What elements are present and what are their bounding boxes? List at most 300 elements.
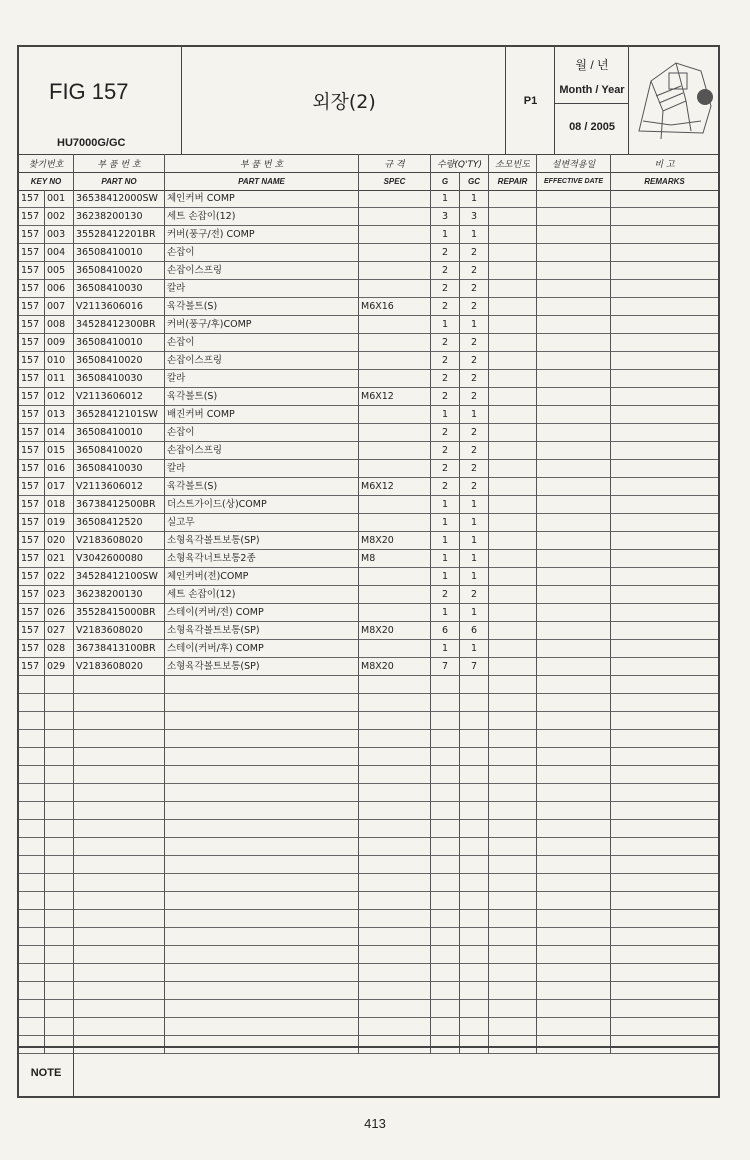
cell-gc: 1 (460, 514, 489, 532)
cell-part_no (74, 964, 165, 982)
cell-spec (359, 316, 431, 334)
table-row (19, 208, 718, 226)
cell-fig: 157 (19, 334, 45, 352)
empty-table-row (19, 676, 718, 694)
cell-fig: 157 (19, 460, 45, 478)
cell-blank (611, 316, 718, 334)
cell-name: 소형육각볼트보통(SP) (165, 622, 359, 640)
cell-blank (537, 766, 611, 784)
cell-fig (19, 820, 45, 838)
cell-blank (537, 496, 611, 514)
cell-blank (489, 550, 537, 568)
cell-fig: 157 (19, 388, 45, 406)
cell-g (431, 820, 460, 838)
cell-spec (359, 604, 431, 622)
cell-gc (460, 982, 489, 1000)
cell-fig: 157 (19, 604, 45, 622)
cell-blank (489, 892, 537, 910)
col-partno-en: PART NO (74, 172, 165, 190)
cell-name (165, 910, 359, 928)
cell-gc: 2 (460, 478, 489, 496)
empty-table-row (19, 820, 718, 838)
cell-part_no (74, 694, 165, 712)
cell-fig (19, 1000, 45, 1018)
empty-table-row (19, 964, 718, 982)
cell-part_no (74, 784, 165, 802)
empty-table-row (19, 748, 718, 766)
cell-gc: 2 (460, 280, 489, 298)
cell-fig: 157 (19, 640, 45, 658)
table-row (19, 604, 718, 622)
cell-gc (460, 856, 489, 874)
cell-gc: 2 (460, 298, 489, 316)
cell-part_no (74, 712, 165, 730)
empty-table-row (19, 784, 718, 802)
cell-blank (611, 928, 718, 946)
cell-name (165, 730, 359, 748)
cell-blank (537, 946, 611, 964)
cell-blank (611, 442, 718, 460)
cell-name (165, 694, 359, 712)
cell-gc: 2 (460, 262, 489, 280)
cell-gc: 2 (460, 352, 489, 370)
cell-gc: 6 (460, 622, 489, 640)
cell-gc: 1 (460, 532, 489, 550)
cell-blank (537, 568, 611, 586)
cell-spec (359, 946, 431, 964)
cell-blank (611, 658, 718, 676)
cell-fig (19, 784, 45, 802)
cell-blank (489, 334, 537, 352)
table-row (19, 622, 718, 640)
empty-table-row (19, 946, 718, 964)
cell-blank (537, 388, 611, 406)
cell-blank (489, 838, 537, 856)
cell-blank (611, 514, 718, 532)
cell-part_no (74, 856, 165, 874)
cell-fig (19, 694, 45, 712)
cell-fig (19, 928, 45, 946)
cell-blank (489, 946, 537, 964)
cell-blank (537, 1000, 611, 1018)
cell-gc: 7 (460, 658, 489, 676)
cell-fig (19, 892, 45, 910)
cell-blank (489, 748, 537, 766)
cell-gc (460, 838, 489, 856)
col-partno-ko: 부 품 번 호 (74, 154, 165, 172)
cell-key: 027 (45, 622, 74, 640)
cell-spec (359, 712, 431, 730)
cell-key (45, 838, 74, 856)
cell-blank (537, 424, 611, 442)
cell-key (45, 1018, 74, 1036)
table-row (19, 406, 718, 424)
cell-blank (537, 802, 611, 820)
cell-g (431, 712, 460, 730)
cell-name: 손잡이 (165, 244, 359, 262)
cell-spec (359, 766, 431, 784)
table-row (19, 316, 718, 334)
cell-g: 2 (431, 334, 460, 352)
cell-g: 1 (431, 190, 460, 208)
header-block (19, 47, 718, 155)
cell-blank (611, 244, 718, 262)
cell-blank (489, 928, 537, 946)
col-key-ko: 찾기번호 (19, 154, 74, 172)
cell-g: 1 (431, 550, 460, 568)
cell-blank (489, 802, 537, 820)
cell-gc: 1 (460, 190, 489, 208)
cell-spec (359, 190, 431, 208)
page-title: 외장(2) (312, 91, 376, 113)
cell-blank (537, 370, 611, 388)
cell-g: 2 (431, 298, 460, 316)
cell-key: 019 (45, 514, 74, 532)
cell-name: 세트 손잡이(12) (165, 208, 359, 226)
cell-gc (460, 802, 489, 820)
cell-blank (489, 388, 537, 406)
cell-blank (611, 280, 718, 298)
cell-blank (489, 226, 537, 244)
empty-table-row (19, 766, 718, 784)
cell-blank (537, 820, 611, 838)
cell-g (431, 1018, 460, 1036)
note-label: NOTE (19, 1048, 74, 1098)
col-qty-gc: GC (460, 172, 489, 190)
cell-key: 009 (45, 334, 74, 352)
cell-gc (460, 892, 489, 910)
cell-blank (611, 964, 718, 982)
cell-key (45, 784, 74, 802)
cell-blank (537, 676, 611, 694)
cell-fig: 157 (19, 532, 45, 550)
cell-gc (460, 730, 489, 748)
cell-spec (359, 928, 431, 946)
cell-part_no: 36508410030 (74, 280, 165, 298)
cell-spec (359, 748, 431, 766)
cell-blank (489, 406, 537, 424)
cell-blank (611, 496, 718, 514)
cell-blank (537, 730, 611, 748)
cell-blank (489, 424, 537, 442)
cell-g: 2 (431, 424, 460, 442)
cell-g: 2 (431, 442, 460, 460)
cell-blank (489, 316, 537, 334)
cell-fig (19, 838, 45, 856)
cell-blank (611, 190, 718, 208)
empty-table-row (19, 802, 718, 820)
cell-name: 스테이(커버/전) COMP (165, 604, 359, 622)
cell-blank (489, 514, 537, 532)
cell-gc (460, 1018, 489, 1036)
cell-blank (489, 622, 537, 640)
empty-table-row (19, 856, 718, 874)
cell-blank (537, 550, 611, 568)
cell-blank (537, 712, 611, 730)
cell-fig: 157 (19, 496, 45, 514)
cell-blank (537, 928, 611, 946)
cell-gc: 1 (460, 640, 489, 658)
empty-table-row (19, 1018, 718, 1036)
cell-fig: 157 (19, 298, 45, 316)
cell-key: 003 (45, 226, 74, 244)
cell-blank (489, 982, 537, 1000)
cell-blank (537, 910, 611, 928)
cell-fig: 157 (19, 622, 45, 640)
cell-fig (19, 982, 45, 1000)
cell-blank (611, 676, 718, 694)
cell-blank (489, 910, 537, 928)
cell-key: 007 (45, 298, 74, 316)
cell-blank (537, 352, 611, 370)
cell-blank (611, 730, 718, 748)
cell-blank (537, 964, 611, 982)
cell-part_no: V2113606012 (74, 388, 165, 406)
cell-fig: 157 (19, 442, 45, 460)
empty-table-row (19, 928, 718, 946)
cell-part_no: V2183608020 (74, 622, 165, 640)
cell-part_no: 35528415000BR (74, 604, 165, 622)
cell-fig (19, 1018, 45, 1036)
col-remarks-ko: 비 고 (654, 159, 675, 170)
cell-g: 2 (431, 280, 460, 298)
cell-spec (359, 442, 431, 460)
empty-table-row (19, 874, 718, 892)
cell-blank (489, 208, 537, 226)
cell-blank (489, 280, 537, 298)
cell-key: 017 (45, 478, 74, 496)
cell-name (165, 1000, 359, 1018)
cell-key (45, 856, 74, 874)
cell-spec (359, 892, 431, 910)
cell-blank (489, 190, 537, 208)
cell-blank (489, 694, 537, 712)
cell-name (165, 874, 359, 892)
empty-table-row (19, 730, 718, 748)
cell-g (431, 730, 460, 748)
cell-blank (537, 874, 611, 892)
col-qty-ko: 수량(Q'TY) (431, 154, 489, 172)
cell-blank (489, 820, 537, 838)
cell-key (45, 1000, 74, 1018)
empty-table-row (19, 838, 718, 856)
cell-blank (537, 532, 611, 550)
table-row (19, 496, 718, 514)
cell-fig: 157 (19, 190, 45, 208)
cell-part_no (74, 928, 165, 946)
cell-blank (537, 982, 611, 1000)
table-row (19, 388, 718, 406)
cell-g: 2 (431, 352, 460, 370)
cell-gc: 3 (460, 208, 489, 226)
cell-blank (489, 352, 537, 370)
cell-spec (359, 334, 431, 352)
cell-blank (537, 784, 611, 802)
cell-spec (359, 874, 431, 892)
cell-key (45, 802, 74, 820)
cell-name (165, 820, 359, 838)
cell-blank (611, 694, 718, 712)
cell-gc: 2 (460, 460, 489, 478)
cell-fig (19, 946, 45, 964)
cell-spec (359, 226, 431, 244)
cell-key (45, 748, 74, 766)
col-spec-ko: 규 격 (359, 154, 431, 172)
cell-fig: 157 (19, 568, 45, 586)
cell-name: 손잡이스프링 (165, 352, 359, 370)
cell-part_no: 36508410030 (74, 460, 165, 478)
cell-gc: 1 (460, 568, 489, 586)
cell-g: 6 (431, 622, 460, 640)
cell-name: 칼라 (165, 460, 359, 478)
cell-blank (611, 1018, 718, 1036)
model-code: HU7000G/GC (57, 137, 126, 149)
cell-part_no: 34528412300BR (74, 316, 165, 334)
cell-spec (359, 370, 431, 388)
cell-gc: 1 (460, 316, 489, 334)
cell-blank (537, 478, 611, 496)
cell-g: 1 (431, 604, 460, 622)
cell-part_no: V2183608020 (74, 658, 165, 676)
cell-gc: 2 (460, 370, 489, 388)
cell-blank (611, 532, 718, 550)
cell-g: 1 (431, 568, 460, 586)
cell-key (45, 892, 74, 910)
cell-gc: 1 (460, 226, 489, 244)
cell-key: 014 (45, 424, 74, 442)
cell-blank (489, 496, 537, 514)
cell-blank (537, 1018, 611, 1036)
cell-gc (460, 874, 489, 892)
cell-part_no (74, 1018, 165, 1036)
cell-spec (359, 496, 431, 514)
cell-fig: 157 (19, 280, 45, 298)
cell-key: 006 (45, 280, 74, 298)
cell-gc: 2 (460, 586, 489, 604)
cell-blank (611, 802, 718, 820)
cell-name (165, 748, 359, 766)
cell-g: 2 (431, 460, 460, 478)
cell-blank (537, 856, 611, 874)
empty-table-row (19, 910, 718, 928)
cell-blank (489, 262, 537, 280)
table-row (19, 586, 718, 604)
cell-key (45, 910, 74, 928)
cell-key (45, 712, 74, 730)
cell-fig (19, 730, 45, 748)
cell-gc: 2 (460, 388, 489, 406)
col-eff-ko: 설변적용일 (537, 154, 611, 172)
cell-g (431, 982, 460, 1000)
cell-gc (460, 964, 489, 982)
cell-blank (611, 784, 718, 802)
cell-g: 1 (431, 532, 460, 550)
cell-fig: 157 (19, 208, 45, 226)
cell-key: 022 (45, 568, 74, 586)
cell-gc (460, 946, 489, 964)
cell-part_no (74, 982, 165, 1000)
cell-blank (611, 586, 718, 604)
cell-spec (359, 838, 431, 856)
table-row (19, 424, 718, 442)
cell-key: 013 (45, 406, 74, 424)
cell-spec (359, 820, 431, 838)
cell-key (45, 982, 74, 1000)
cell-spec (359, 856, 431, 874)
cell-key: 029 (45, 658, 74, 676)
cell-blank (489, 964, 537, 982)
cell-key: 021 (45, 550, 74, 568)
cell-blank (489, 244, 537, 262)
cell-blank (489, 784, 537, 802)
col-partname-en: PART NAME (165, 172, 359, 190)
cell-part_no: 36538412000SW (74, 190, 165, 208)
cell-blank (537, 622, 611, 640)
cell-gc: 1 (460, 496, 489, 514)
cell-blank (537, 658, 611, 676)
cell-blank (489, 478, 537, 496)
cell-name (165, 838, 359, 856)
cell-name (165, 856, 359, 874)
cell-gc (460, 910, 489, 928)
cell-gc (460, 1000, 489, 1018)
cell-g (431, 892, 460, 910)
cell-name: 스테이(커버/후) COMP (165, 640, 359, 658)
parts-list-form (17, 45, 720, 1098)
cell-blank (537, 190, 611, 208)
cell-blank (489, 442, 537, 460)
cell-name (165, 982, 359, 1000)
cell-name: 세트 손잡이(12) (165, 586, 359, 604)
cell-blank (537, 334, 611, 352)
col-repair-en: REPAIR (489, 172, 537, 190)
cell-g (431, 676, 460, 694)
cell-blank (489, 874, 537, 892)
cell-fig (19, 856, 45, 874)
table-row (19, 658, 718, 676)
cell-part_no (74, 892, 165, 910)
cell-name (165, 676, 359, 694)
cell-gc: 2 (460, 424, 489, 442)
cell-name: 손잡이스프링 (165, 442, 359, 460)
cell-g (431, 802, 460, 820)
cell-blank (611, 946, 718, 964)
cell-g: 2 (431, 478, 460, 496)
cell-blank (611, 478, 718, 496)
cell-key (45, 820, 74, 838)
cell-spec (359, 514, 431, 532)
cell-blank (489, 766, 537, 784)
cell-gc: 2 (460, 244, 489, 262)
cell-blank (611, 622, 718, 640)
table-row (19, 334, 718, 352)
cell-fig: 157 (19, 244, 45, 262)
table-row (19, 640, 718, 658)
cell-blank (537, 262, 611, 280)
cell-part_no: 36508412520 (74, 514, 165, 532)
cell-part_no (74, 946, 165, 964)
cell-name: 체인커버(전)COMP (165, 568, 359, 586)
cell-blank (611, 856, 718, 874)
cell-fig: 157 (19, 514, 45, 532)
cell-blank (611, 370, 718, 388)
cell-blank (611, 1000, 718, 1018)
cell-key: 020 (45, 532, 74, 550)
cell-spec (359, 1000, 431, 1018)
cell-part_no: V2113606016 (74, 298, 165, 316)
cell-blank (537, 586, 611, 604)
cell-key (45, 694, 74, 712)
